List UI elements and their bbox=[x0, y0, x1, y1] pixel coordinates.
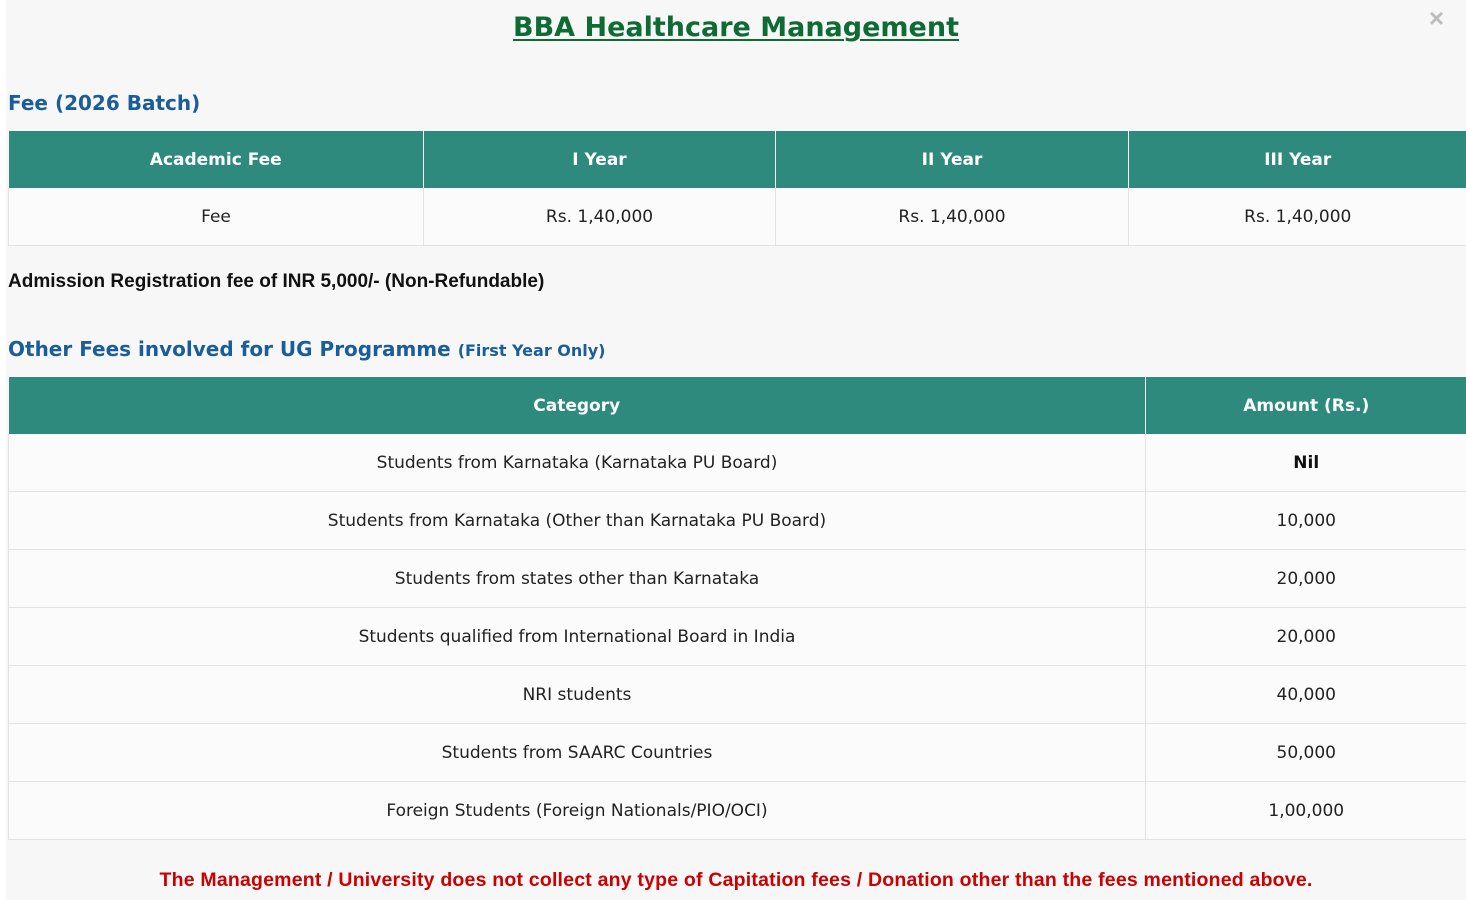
close-icon[interactable]: × bbox=[1428, 3, 1444, 33]
fee-value-year-1: Rs. 1,40,000 bbox=[424, 188, 776, 246]
capitation-disclaimer: The Management / University does not collect any type of Capitation fees / Donation other than the fees mentioned above. bbox=[159, 869, 1313, 891]
table-header-row bbox=[9, 131, 1466, 188]
amount-cell: Nil bbox=[1146, 434, 1466, 492]
other-fees-heading-text: Other Fees involved for UG Programme bbox=[8, 337, 451, 361]
column-header: III Year bbox=[1129, 131, 1466, 188]
table-row bbox=[9, 492, 1466, 550]
column-header: Amount (Rs.) bbox=[1146, 377, 1466, 434]
column-header: Academic Fee bbox=[9, 131, 424, 188]
category-cell: Students from Karnataka (Other than Karnataka PU Board) bbox=[9, 492, 1146, 550]
table-row bbox=[9, 434, 1466, 492]
table-header-row bbox=[9, 377, 1466, 434]
fee-section-heading: Fee (2026 Batch) bbox=[8, 91, 201, 115]
column-header: I Year bbox=[424, 131, 776, 188]
other-fees-heading bbox=[8, 337, 606, 361]
category-cell: Foreign Students (Foreign Nationals/PIO/OCI) bbox=[9, 782, 1146, 840]
fee-modal bbox=[6, 0, 1466, 900]
amount-cell: 20,000 bbox=[1146, 550, 1466, 608]
amount-cell: 20,000 bbox=[1146, 608, 1466, 666]
fee-value-year-3: Rs. 1,40,000 bbox=[1129, 188, 1466, 246]
registration-fee-note: Admission Registration fee of INR 5,000/- (Non-Refundable) bbox=[8, 271, 545, 292]
category-cell: Students from SAARC Countries bbox=[9, 724, 1146, 782]
table-row bbox=[9, 608, 1466, 666]
other-fees-subheading: (First Year Only) bbox=[457, 341, 606, 360]
table-row bbox=[9, 782, 1466, 840]
table-row bbox=[9, 666, 1466, 724]
category-cell: Students from Karnataka (Karnataka PU Board) bbox=[9, 434, 1146, 492]
table-row bbox=[9, 724, 1466, 782]
other-fees-table bbox=[8, 377, 1466, 840]
table-row bbox=[9, 188, 1466, 246]
fee-value-year-2: Rs. 1,40,000 bbox=[776, 188, 1129, 246]
amount-cell: 50,000 bbox=[1146, 724, 1466, 782]
amount-cell: 1,00,000 bbox=[1146, 782, 1466, 840]
category-cell: Students from states other than Karnataka bbox=[9, 550, 1146, 608]
page-title: BBA Healthcare Management bbox=[513, 12, 959, 43]
table-row bbox=[9, 550, 1466, 608]
column-header: II Year bbox=[776, 131, 1129, 188]
amount-cell: 40,000 bbox=[1146, 666, 1466, 724]
fee-row-label: Fee bbox=[9, 188, 424, 246]
academic-fee-table bbox=[8, 131, 1466, 246]
column-header: Category bbox=[9, 377, 1146, 434]
category-cell: NRI students bbox=[9, 666, 1146, 724]
category-cell: Students qualified from International Board in India bbox=[9, 608, 1146, 666]
amount-cell: 10,000 bbox=[1146, 492, 1466, 550]
